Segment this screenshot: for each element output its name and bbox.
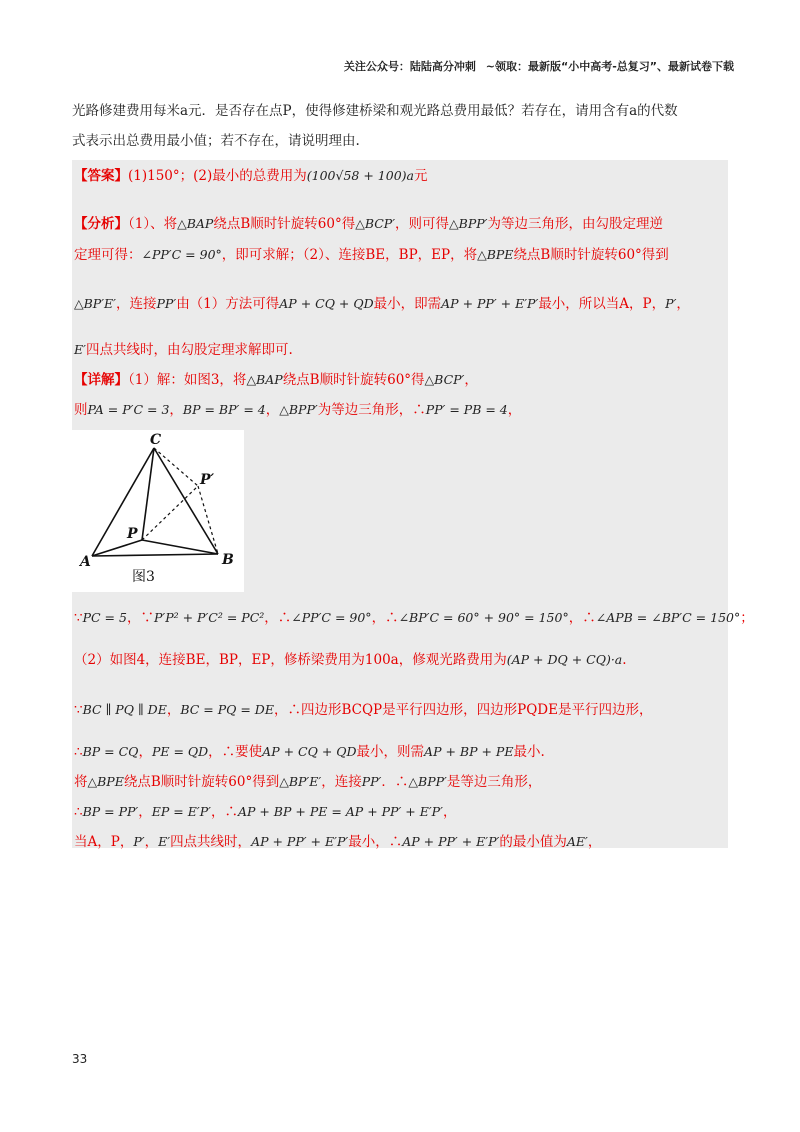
math-expr: PC = 5 — [82, 610, 127, 625]
math-expr: AP + CQ + QD — [279, 296, 374, 311]
math-expr: △BPE — [477, 247, 514, 262]
math-expr: AP + CQ + QD — [262, 744, 357, 759]
math-expr: ∠APB = ∠BP′C = 150° — [595, 610, 741, 625]
detail-text: ∴ — [74, 804, 83, 820]
math-expr: △BPP′ — [449, 216, 488, 231]
intro-line-2: 式表示出总费用最小值；若不存在，请说明理由. — [72, 133, 360, 149]
intro-line-1: 光路修建费用每米a元．是否存在点P，使得修建桥梁和观光路总费用最低？若存在，请用含有a的代数 — [72, 103, 678, 119]
math-expr: PP′ — [361, 774, 382, 789]
analysis-tag: 【分析】 — [74, 216, 128, 232]
detail-text: 最小，∴ — [348, 834, 403, 850]
edge-pb — [142, 540, 218, 554]
detail-text: ，∴要使 — [208, 744, 263, 760]
analysis-text: 绕点B顺时针旋转60°得到 — [513, 247, 669, 263]
analysis-text: ，即可求解；（2）、连接BE，BP，EP，将 — [221, 247, 478, 263]
detail-text: 将 — [74, 774, 88, 790]
header-right: ~领取：最新版“小中高考-总复习”、最新试卷下载 — [485, 60, 734, 73]
detail-text: ∵ — [74, 702, 83, 718]
math-expr: PA = P′C = 3 — [87, 402, 170, 417]
math-expr: BC = PQ = DE — [180, 702, 274, 717]
triangle-diagram — [72, 430, 244, 592]
detail-text: 则 — [74, 402, 88, 418]
math-expr: P′ — [665, 296, 677, 311]
edge-cp-prime — [154, 448, 198, 486]
detail-text: ，∴ — [264, 610, 292, 626]
detail-text: ， — [169, 402, 183, 418]
math-expr: △BPE — [87, 774, 124, 789]
header-left: 关注公众号：陆陆高分冲刺 — [343, 60, 476, 73]
analysis-line-3 — [74, 292, 728, 312]
math-expr: △BAP — [177, 216, 214, 231]
math-expr: AP + BP + PE — [424, 744, 514, 759]
math-expr: AP + PP′ + E′P′ — [251, 834, 349, 849]
math-expr: △BCP′ — [424, 372, 465, 387]
math-expr: ∠BP′C = 60° + 90° = 150° — [398, 610, 569, 625]
math-expr: AP + PP′ + E′P′ — [441, 296, 539, 311]
detail-line-5 — [74, 698, 728, 718]
detail-text: ，∴四边形BCQP是平行四边形，四边形PQDE是平行四边形， — [273, 702, 653, 718]
label-a: A — [80, 554, 91, 570]
detail-text: ， — [507, 402, 522, 418]
detail-text: ∵ — [74, 610, 83, 626]
detail-text: ， — [144, 834, 159, 850]
analysis-text: 绕点B顺时针旋转60°得 — [213, 216, 356, 232]
analysis-line-1 — [74, 212, 728, 232]
detail-line-1 — [74, 368, 728, 388]
detail-line-2 — [74, 398, 728, 418]
analysis-line-2 — [74, 243, 728, 263]
detail-tag: 【详解】 — [74, 372, 128, 388]
detail-text: ； — [740, 610, 754, 626]
math-expr: ∠PP′C = 90° — [291, 610, 372, 625]
detail-text: ，连接 — [321, 774, 362, 790]
math-expr: PE = QD — [151, 744, 209, 759]
detail-text: 是等边三角形， — [446, 774, 542, 790]
detail-text: 当A，P， — [74, 834, 134, 850]
math-expr: △BP′E′ — [74, 296, 117, 311]
problem-intro — [72, 96, 732, 156]
detail-text: 最小. — [513, 744, 545, 760]
math-expr: BC ∥ PQ ∥ DE — [82, 702, 167, 717]
edge-pc — [142, 448, 154, 540]
math-expr: P′P² + P′C² = PC² — [153, 610, 265, 625]
detail-text: 绕点B顺时针旋转60°得 — [282, 372, 425, 388]
detail-line-9 — [74, 830, 728, 850]
detail-text: （1）解：如图3，将 — [128, 372, 247, 388]
math-expr: △BPP′ — [408, 774, 447, 789]
math-expr: △BAP — [246, 372, 283, 387]
detail-text: ， — [166, 702, 181, 718]
detail-text: ， — [265, 402, 280, 418]
detail-text: ∴ — [74, 744, 83, 760]
math-expr: E′ — [158, 834, 171, 849]
analysis-text: ，连接 — [116, 296, 157, 312]
math-expr: E′ — [74, 342, 86, 357]
detail-line-3 — [74, 606, 754, 626]
edge-cb — [154, 448, 218, 554]
math-expr: △BCP′ — [355, 216, 396, 231]
math-expr: BP = BP′ = 4 — [182, 402, 266, 417]
label-p: P — [127, 526, 138, 542]
analysis-text: 四点共线时，由勾股定理求解即可. — [85, 342, 293, 358]
detail-text: ， — [442, 804, 457, 820]
label-c: C — [150, 432, 162, 448]
math-expr: AP + BP + PE = AP + PP′ + E′P′ — [237, 804, 443, 819]
edge-ab — [92, 554, 218, 556]
analysis-text: 由（1）方法可得 — [176, 296, 280, 312]
analysis-text: （1）、将 — [128, 216, 178, 232]
math-expr: BP = PP′ — [82, 804, 139, 819]
detail-text: 最小，则需 — [356, 744, 425, 760]
answer-unit: 元 — [413, 168, 428, 184]
page-number: 33 — [72, 1052, 88, 1066]
math-expr: AP + PP′ + E′P′ — [402, 834, 500, 849]
analysis-text: ， — [676, 296, 690, 312]
math-expr: PP′ = PB = 4 — [425, 402, 508, 417]
math-expr: △BPP′ — [279, 402, 318, 417]
answer-text: (1)150°；(2)最小的总费用为 — [128, 168, 307, 184]
detail-text: . — [622, 652, 627, 668]
detail-text: 为等边三角形，∴ — [317, 402, 426, 418]
detail-line-6 — [74, 740, 728, 760]
detail-text: ，∵ — [126, 610, 154, 626]
detail-text: ， — [587, 834, 602, 850]
analysis-line-4 — [74, 338, 728, 358]
figure-caption: 图3 — [132, 569, 155, 585]
math-expr: (AP + DQ + CQ)·a — [506, 652, 623, 667]
detail-line-8 — [74, 800, 728, 820]
edge-bp-prime — [198, 486, 218, 554]
detail-text: ．∴ — [381, 774, 409, 790]
math-expr: BP = CQ — [82, 744, 139, 759]
detail-text: ， — [464, 372, 478, 388]
edge-pp-prime — [142, 486, 198, 540]
analysis-text: 最小，即需 — [373, 296, 442, 312]
detail-text: ， — [138, 804, 152, 820]
label-b: B — [222, 552, 234, 568]
answer-formula: (100√58 + 100)a — [306, 168, 414, 183]
label-p-prime: P′ — [200, 472, 215, 488]
math-expr: PP′ — [156, 296, 177, 311]
detail-text: ，∴ — [568, 610, 596, 626]
detail-text: ，∴ — [210, 804, 238, 820]
detail-text: 四点共线时， — [170, 834, 252, 850]
answer-tag: 【答案】 — [74, 168, 128, 184]
detail-text: （2）如图4，连接BE，BP，EP，修桥梁费用为100a，修观光路费用为 — [74, 652, 507, 668]
detail-text: ，∴ — [371, 610, 399, 626]
math-expr: ∠PP′C = 90° — [141, 247, 222, 262]
detail-text: 的最小值为 — [499, 834, 567, 850]
analysis-text: ，则可得 — [395, 216, 450, 232]
page-header — [338, 58, 734, 74]
math-expr: △BP′E′ — [279, 774, 322, 789]
analysis-text: 为等边三角形，由勾股定理逆 — [487, 216, 664, 232]
math-expr: EP = E′P′ — [151, 804, 211, 819]
detail-line-4 — [74, 648, 728, 668]
math-expr: P′ — [133, 834, 145, 849]
detail-line-7 — [74, 770, 728, 790]
math-expr: AE′ — [566, 834, 588, 849]
figure-3 — [72, 430, 244, 592]
detail-text: 绕点B顺时针旋转60°得到 — [123, 774, 280, 790]
detail-text: ， — [138, 744, 152, 760]
analysis-text: 定理可得： — [74, 247, 142, 263]
answer-line — [74, 164, 728, 184]
analysis-text: 最小，所以当A，P， — [538, 296, 666, 312]
